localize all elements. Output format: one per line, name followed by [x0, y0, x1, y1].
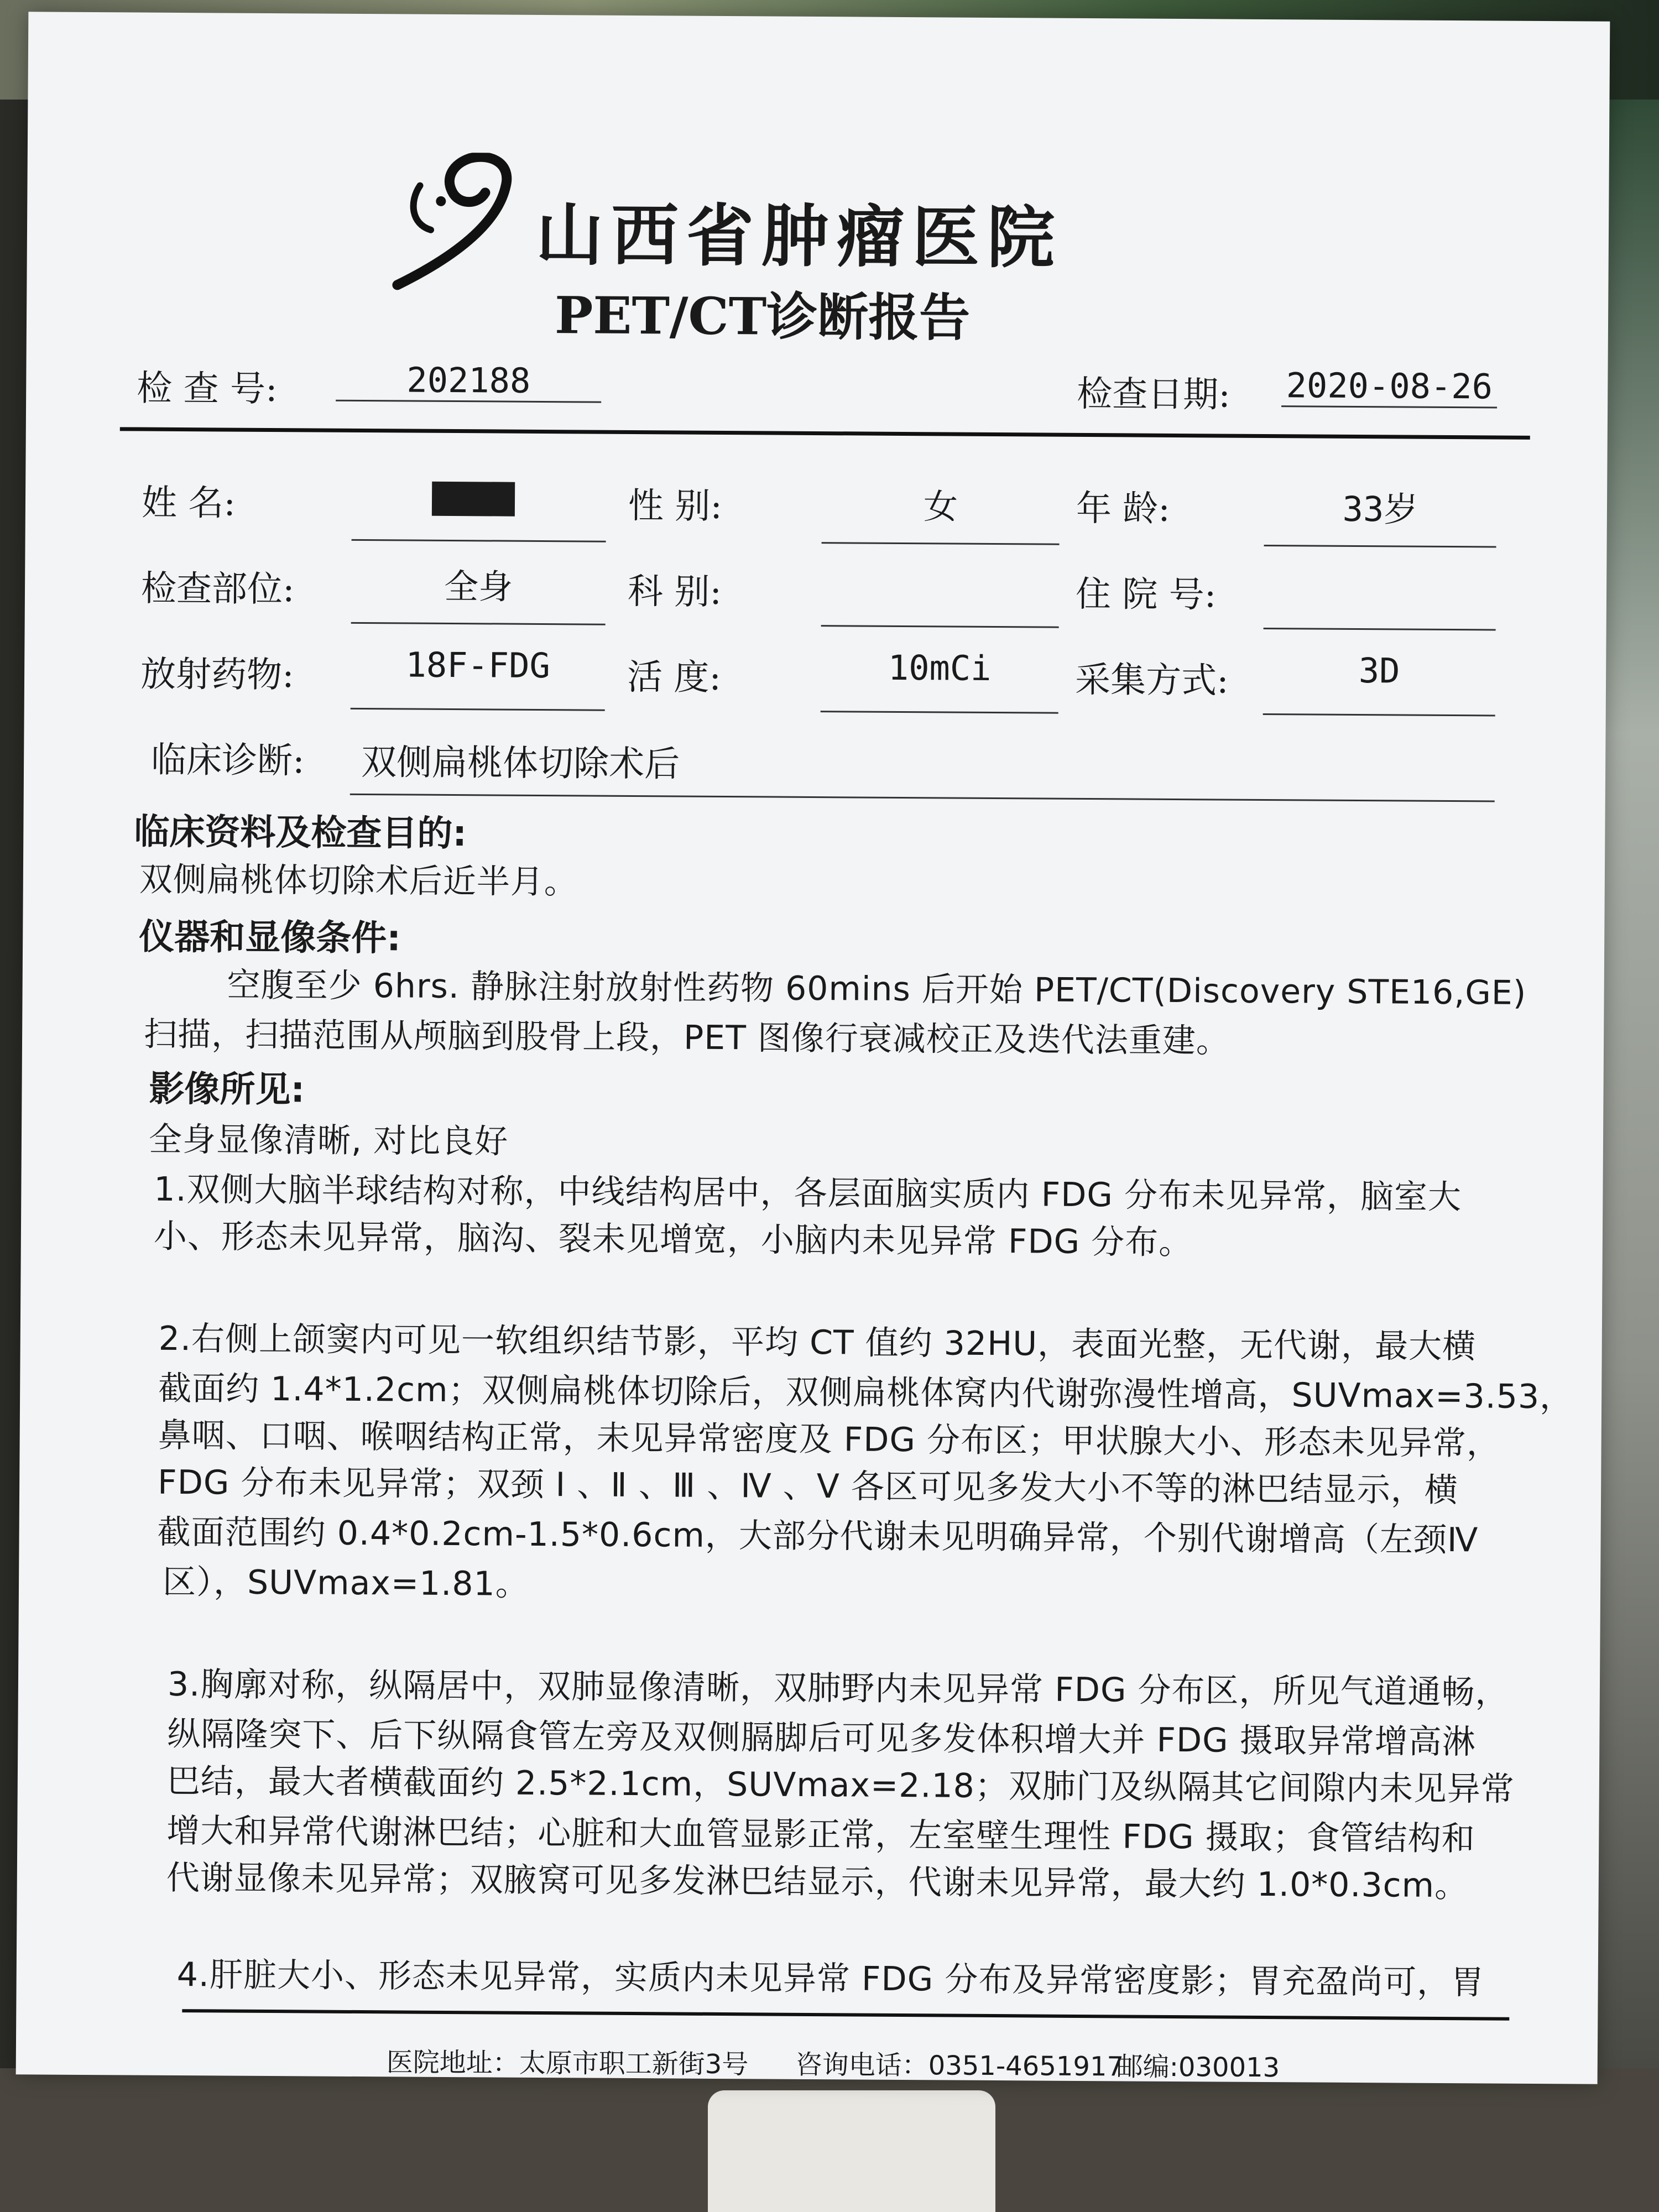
- clinical-text: 双侧扁桃体切除术后近半月。: [139, 860, 578, 902]
- gender-value: 女: [822, 478, 1060, 545]
- finding-3-line-2: 纵隔隆突下、后下纵隔食管左旁及双侧膈脚后可见多发体积增大并 FDG 摄取异常增高淋: [167, 1714, 1476, 1762]
- inpatient-label: 住 院 号:: [1075, 573, 1217, 616]
- acquisition-value: 3D: [1263, 650, 1496, 717]
- diagnosis-field: [350, 727, 1495, 802]
- finding-1-line-2: 小、形态未见异常，脑沟、裂未见增宽，小脑内未见异常 FDG 分布。: [153, 1217, 1193, 1262]
- redacted-name: [432, 482, 515, 517]
- dept-value: [821, 561, 1060, 628]
- age-value: 33岁: [1264, 481, 1497, 548]
- finding-2-line-5: 截面范围约 0.4*0.2cm-1.5*0.6cm，大部分代谢未见明确异常，个别代谢增高（左颈Ⅳ: [157, 1512, 1479, 1560]
- instrument-line-2: 扫描，扫描范围从颅脑到股骨上段，PET 图像行衰减校正及迭代法重建。: [143, 1015, 1230, 1061]
- report-title: PET/CT诊断报告: [554, 285, 971, 348]
- finding-3-line-3: 巴结，最大者横截面约 2.5*2.1cm，SUVmax=2.18；双肺门及纵隔其它间隙内未见异常: [166, 1761, 1515, 1809]
- finding-1-line-1: 1.双侧大脑半球结构对称，中线结构居中，各层面脑实质内 FDG 分布未见异常，脑室大: [154, 1170, 1462, 1217]
- drug-label: 放射药物:: [140, 654, 294, 696]
- exam-date-label: 检查日期:: [1077, 373, 1231, 416]
- finding-4-line-1: 4.肝脏大小、形态未见异常，实质内未见异常 FDG 分布及异常密度影；胃充盈尚可，胃: [176, 1955, 1485, 2002]
- diagnosis-label: 临床诊断:: [150, 739, 305, 782]
- footer-rule: [182, 2009, 1509, 2021]
- hospital-name: 山西省肿瘤医院: [535, 194, 1063, 278]
- name-label: 姓 名:: [141, 482, 236, 524]
- instrument-line-1: 空腹至少 6hrs. 静脉注射放射性药物 60mins 后开始 PET/CT(Discovery STE16,GE): [227, 966, 1527, 1013]
- diagnosis-value: 双侧扁桃体切除术后: [361, 742, 680, 785]
- inpatient-value: [1264, 564, 1496, 631]
- finding-3-line-4: 增大和异常代谢淋巴结；心脏和大血管显影正常，左室壁生理性 FDG 摄取；食管结构和: [166, 1811, 1475, 1859]
- gender-label: 性 别:: [628, 485, 723, 527]
- findings-intro: 全身显像清晰, 对比良好: [148, 1120, 509, 1161]
- report-paper: [16, 12, 1610, 2084]
- finding-3-line-5: 代谢显像未见异常；双腋窝可见多发淋巴结显示，代谢未见异常，最大约 1.0*0.3cm。: [166, 1858, 1469, 1906]
- finding-2-line-1: 2.右侧上颌窦内可见一软组织结节影，平均 CT 值约 32HU，表面光整，无代谢，最大横: [158, 1319, 1477, 1366]
- drug-value: 18F-FDG: [351, 644, 606, 711]
- background-card: [708, 2090, 995, 2212]
- instrument-section-title: 仪器和显像条件:: [138, 916, 401, 959]
- activity-label: 活 度:: [627, 656, 722, 698]
- site-label: 检查部位:: [140, 568, 295, 611]
- finding-3-line-1: 3.胸廓对称，纵隔居中，双肺显像清晰，双肺野内未见异常 FDG 分布区，所见气道通畅，: [167, 1665, 1509, 1712]
- finding-2-line-2: 截面约 1.4*1.2cm；双侧扁桃体切除后，双侧扁桃体窝内代谢弥漫性增高，SUVmax=3.53，: [158, 1369, 1574, 1417]
- exam-date: 2020-08-26: [1281, 365, 1497, 408]
- dept-label: 科 别:: [627, 571, 722, 613]
- exam-number: 202188: [336, 359, 601, 403]
- finding-2-line-3: 鼻咽、口咽、喉咽结构正常，未见异常密度及 FDG 分布区；甲状腺大小、形态未见异常，: [158, 1416, 1501, 1463]
- footer-address: 医院地址：太原市职工新街3号: [386, 2047, 749, 2080]
- acquisition-label: 采集方式:: [1074, 659, 1229, 702]
- footer-phone: 咨询电话：0351-4651917: [795, 2049, 1124, 2083]
- activity-value: 10mCi: [821, 647, 1059, 714]
- name-field: [352, 476, 607, 542]
- hospital-logo-icon: [386, 152, 525, 297]
- header-rule: [120, 427, 1530, 440]
- finding-2-line-4: FDG 分布未见异常；双颈 Ⅰ 、Ⅱ 、Ⅲ 、Ⅳ 、Ⅴ 各区可见多发大小不等的淋巴结显示，横: [157, 1463, 1459, 1510]
- findings-section-title: 影像所见:: [149, 1068, 305, 1111]
- age-label: 年 龄:: [1076, 488, 1171, 530]
- footer-postcode: 邮编:030013: [1116, 2051, 1280, 2084]
- finding-2-line-6: 区），SUVmax=1.81。: [162, 1562, 529, 1604]
- exam-number-label: 检 查 号:: [137, 368, 278, 410]
- site-value: 全身: [351, 559, 606, 625]
- clinical-section-title: 临床资料及检查目的:: [134, 811, 467, 855]
